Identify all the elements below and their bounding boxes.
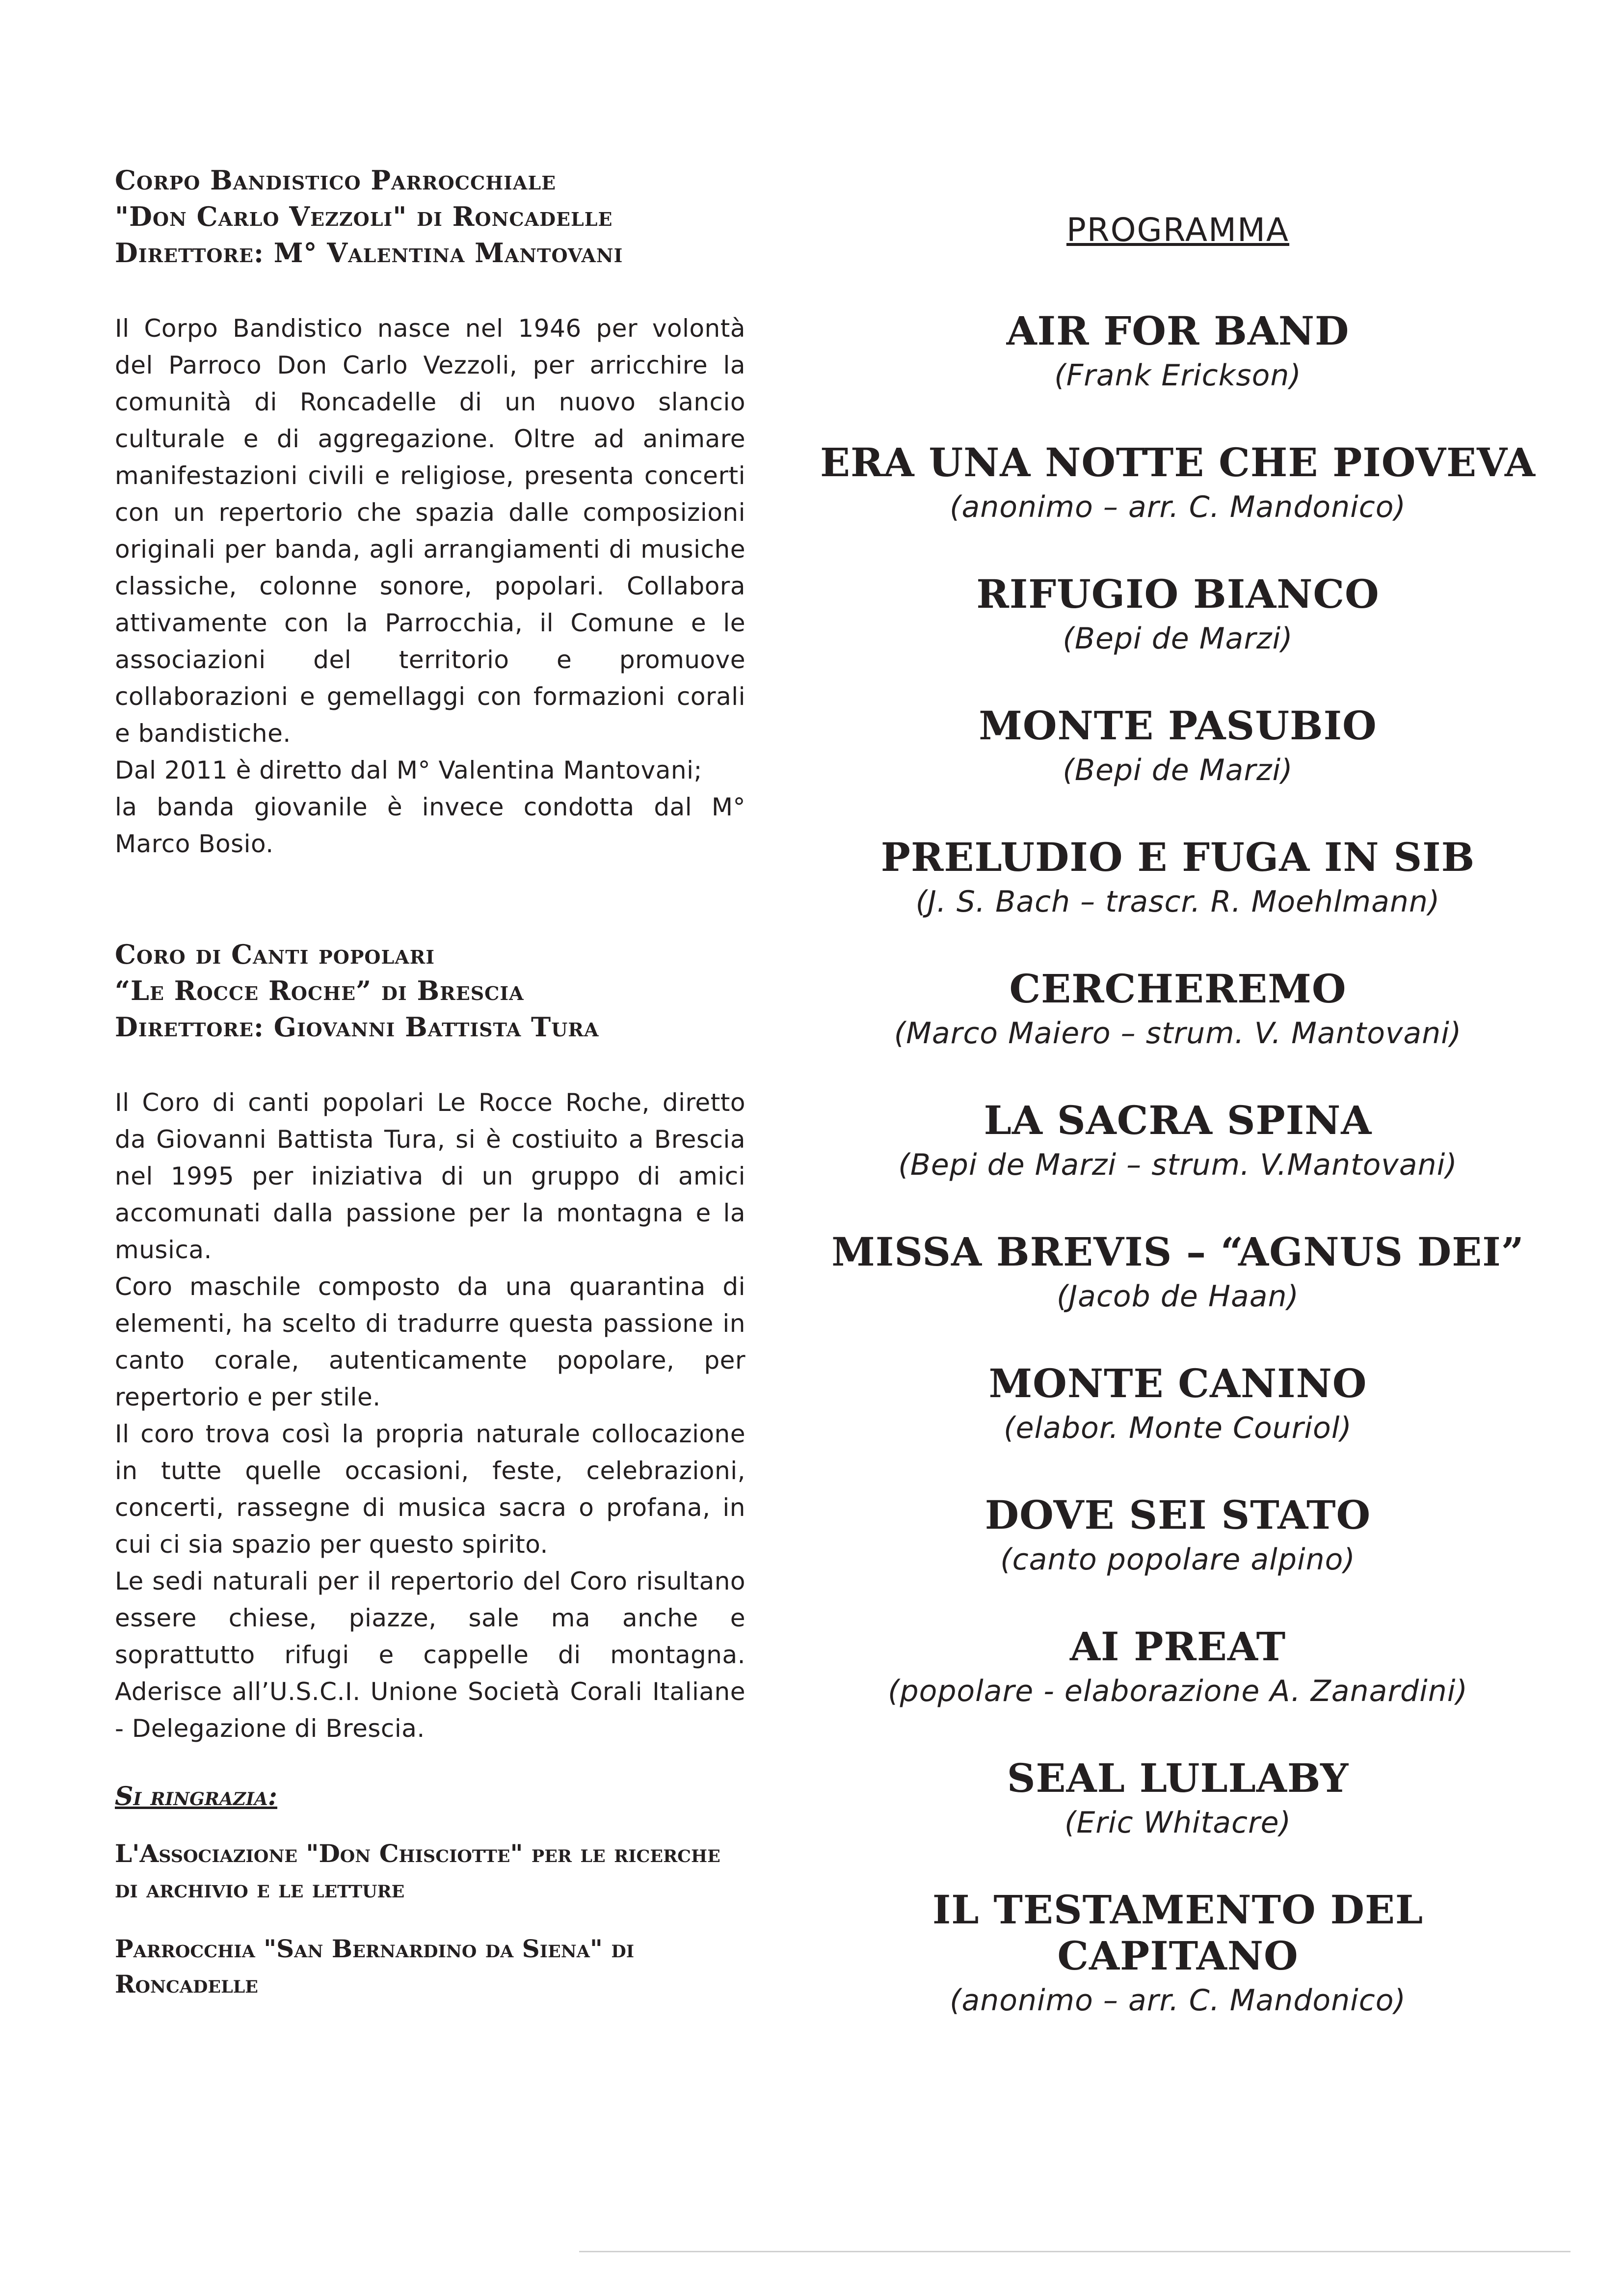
- choir-heading-line: “Le Rocce Roche” di Brescia: [115, 975, 524, 1006]
- program-item: [805, 834, 1551, 923]
- piece-title: MONTE PASUBIO: [979, 702, 1377, 749]
- piece-composer: (Marco Maiero – strum. V. Mantovani): [894, 1016, 1462, 1051]
- piece-composer: (canto popolare alpino): [1000, 1542, 1356, 1577]
- bottom-rule: [579, 2251, 1570, 2252]
- piece-title: ERA UNA NOTTE CHE PIOVEVA: [820, 439, 1536, 486]
- program-item: [805, 702, 1551, 792]
- choir-paragraph: Coro maschile composto da una quarantina di elementi, ha scelto di tradurre questa passione in canto corale, autenticamente popolare, per repertorio e per stile.: [115, 1272, 745, 1411]
- piece-title: IL TESTAMENTO DEL CAPITANO: [932, 1887, 1424, 1979]
- piece-title: MONTE CANINO: [988, 1360, 1367, 1406]
- piece-composer: (anonimo – arr. C. Mandonico): [950, 1983, 1406, 2018]
- program-item: [805, 439, 1551, 529]
- left-column: [115, 162, 745, 2002]
- program-item: [805, 571, 1551, 660]
- piece-composer: (anonimo – arr. C. Mandonico): [950, 490, 1406, 524]
- choir-section: [115, 936, 745, 1747]
- program-column: [805, 211, 1551, 2064]
- piece-composer: (Jacob de Haan): [1057, 1279, 1299, 1314]
- program-item: [805, 308, 1551, 397]
- piece-composer: (Frank Erickson): [1054, 358, 1302, 393]
- thanks-section: [115, 1782, 745, 2002]
- piece-title: SEAL LULLABY: [1007, 1755, 1349, 1801]
- choir-heading-line: Direttore: Giovanni Battista Tura: [115, 1011, 599, 1043]
- piece-title: MISSA BREVIS – “AGNUS DEI”: [831, 1229, 1524, 1275]
- program-item: [805, 966, 1551, 1055]
- program-item: [805, 1755, 1551, 1844]
- choir-paragraph: Il coro trova così la propria naturale collocazione in tutte quelle occasioni, feste, celebrazioni, concerti, rassegne di musica sacra o profana, in cui ci sia spazio per questo spirito.: [115, 1420, 745, 1559]
- program-item: [805, 1360, 1551, 1450]
- thanks-entry: Parrocchia "San Bernardino da Siena" di Roncadelle: [115, 1934, 635, 1999]
- piece-title: CERCHEREMO: [1009, 966, 1347, 1012]
- program-item: [805, 1097, 1551, 1187]
- piece-title: AI PREAT: [1069, 1623, 1286, 1670]
- choir-heading-line: Coro di Canti popolari: [115, 939, 435, 970]
- program-item: [805, 1623, 1551, 1713]
- piece-composer: (elabor. Monte Couriol): [1004, 1411, 1352, 1445]
- piece-title: RIFUGIO BIANCO: [976, 571, 1380, 617]
- piece-composer: (Bepi de Marzi): [1063, 621, 1293, 656]
- thanks-title: Si ringrazia:: [115, 1782, 277, 1811]
- band-heading-line: Corpo Bandistico Parrocchiale: [115, 164, 557, 196]
- thanks-entry: L'Associazione "Don Chisciotte" per le ricerche di archivio e le letture: [115, 1839, 720, 1903]
- program-item: [805, 1492, 1551, 1581]
- piece-title: PRELUDIO E FUGA IN SIB: [880, 834, 1475, 880]
- piece-composer: (J. S. Bach – trascr. R. Moehlmann): [915, 885, 1440, 919]
- program-item: [805, 1887, 1551, 2022]
- piece-title: AIR FOR BAND: [1006, 308, 1350, 354]
- piece-composer: (Eric Whitacre): [1064, 1806, 1291, 1840]
- piece-composer: (popolare - elaborazione A. Zanardini): [888, 1674, 1468, 1708]
- choir-paragraph: Il Coro di canti popolari Le Rocce Roche, diretto da Giovanni Battista Tura, si è costiuito a Brescia nel 1995 per iniziativa di un gruppo di amici accomunati dalla passione per la montagna e la musica.: [115, 1088, 745, 1264]
- band-section: [115, 162, 745, 863]
- piece-composer: (Bepi de Marzi): [1063, 753, 1293, 787]
- program-item: [805, 1229, 1551, 1318]
- program-heading: PROGRAMMA: [1066, 211, 1290, 249]
- band-paragraph: Il Corpo Bandistico nasce nel 1946 per volontà del Parroco Don Carlo Vezzoli, per arricchire la comunità di Roncadelle di un nuovo slancio culturale e di aggregazione. Oltre ad animare manifestazioni civili e religiose, presenta concerti con un repertorio che spazia dalle composizioni originali per banda, agli arrangiamenti di musiche classiche, colonne sonore, popolari. Collabora attivamente con la Parrocchia, il Comune e le associazioni del territorio e promuove collaborazioni e gemellaggi con formazioni corali e bandistiche.: [115, 314, 745, 748]
- piece-composer: (Bepi de Marzi – strum. V.Mantovani): [898, 1148, 1458, 1182]
- piece-title: DOVE SEI STATO: [984, 1492, 1371, 1538]
- choir-paragraph: Le sedi naturali per il repertorio del Coro risultano essere chiese, piazze, sale ma anche e soprattutto rifugi e cappelle di montagna. Aderisce all’U.S.C.I. Unione Società Corali Italiane - Delegazione di Brescia.: [115, 1567, 745, 1743]
- band-heading-line: Direttore: M° Valentina Mantovani: [115, 237, 623, 269]
- band-heading-line: "Don Carlo Vezzoli" di Roncadelle: [115, 201, 613, 232]
- piece-title: LA SACRA SPINA: [984, 1097, 1372, 1143]
- band-paragraph: la banda giovanile è invece condotta dal M° Marco Bosio.: [115, 793, 745, 858]
- band-paragraph: Dal 2011 è diretto dal M° Valentina Mantovani;: [115, 756, 702, 784]
